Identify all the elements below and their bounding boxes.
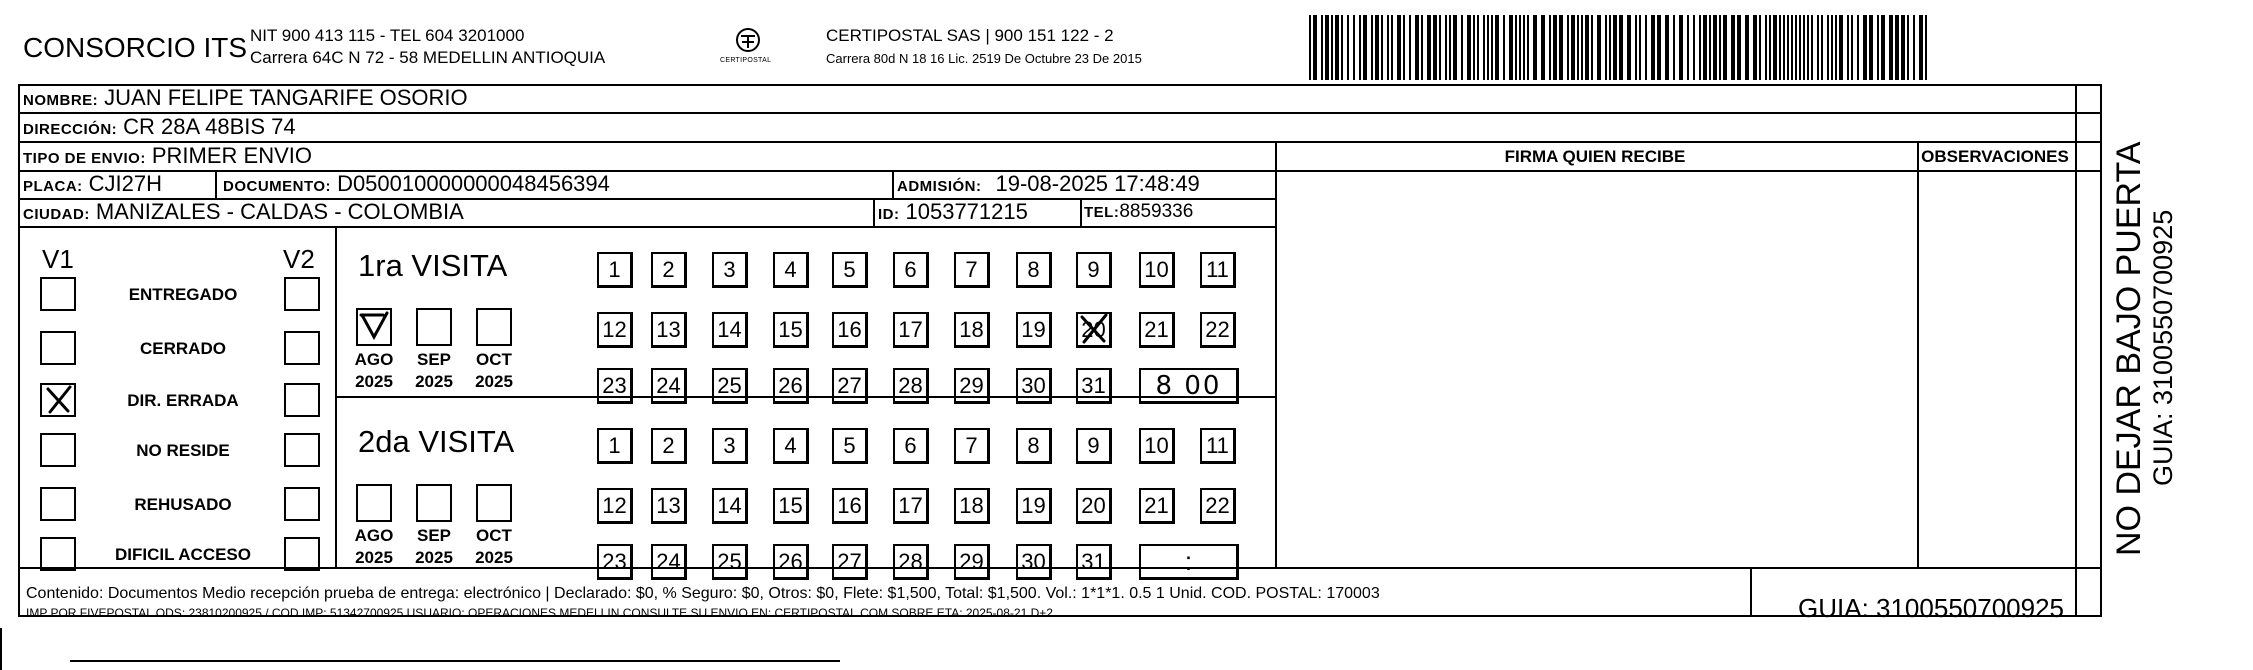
month-label — [349, 349, 399, 393]
barcode-bar — [1581, 15, 1583, 80]
barcode-bar — [1807, 15, 1809, 80]
day-box-27[interactable]: 27 — [832, 368, 868, 404]
barcode-bar — [1745, 15, 1749, 80]
time-field[interactable]: : — [1139, 544, 1239, 580]
barcode-bar — [1321, 15, 1323, 80]
v2-checkbox-entregado[interactable] — [284, 277, 320, 311]
barcode-bar — [1541, 15, 1545, 80]
day-box-9[interactable]: 9 — [1076, 252, 1112, 288]
barcode-bar — [1779, 15, 1781, 80]
barcode-bar — [1403, 15, 1405, 80]
admision-value: 19-08-2025 17:48:49 — [995, 171, 1200, 196]
barcode-bar — [1713, 15, 1717, 80]
row-divider — [20, 112, 2100, 114]
v2-header: V2 — [283, 244, 315, 274]
shipment-barcode — [1309, 15, 1937, 80]
barcode-bar — [1427, 15, 1431, 80]
carrier-name: CERTIPOSTAL SAS | 900 151 122 - 2 — [826, 26, 1114, 45]
day-box-16[interactable]: 16 — [832, 312, 868, 348]
admision-label: ADMISIÓN: — [897, 178, 982, 195]
barcode-bar — [1341, 15, 1343, 80]
status-label-dificil-acceso: DIFICIL ACCESO — [114, 545, 251, 564]
month-label — [469, 525, 519, 569]
field-divider — [873, 200, 875, 228]
month-label — [409, 349, 459, 393]
day-box-26[interactable]: 26 — [773, 368, 809, 404]
day-box-9[interactable]: 9 — [1076, 428, 1112, 464]
day-box-4[interactable]: 4 — [773, 428, 809, 464]
barcode-bar — [1397, 15, 1401, 80]
scan-edge — [70, 660, 840, 662]
barcode-bar — [1723, 15, 1727, 80]
barcode-bar — [1719, 15, 1721, 80]
barcode-bar — [1627, 15, 1631, 80]
field-divider — [892, 172, 894, 200]
barcode-bar — [1787, 15, 1789, 80]
day-box-23[interactable]: 23 — [597, 544, 633, 580]
day-box-15[interactable]: 15 — [773, 488, 809, 524]
barcode-bar — [1913, 15, 1915, 80]
v2-checkbox-dir-errada[interactable] — [284, 383, 320, 417]
v2-checkbox-dificil-acceso[interactable] — [284, 537, 320, 571]
month-year: 2025 — [415, 548, 453, 567]
documento-label: DOCUMENTO: — [223, 178, 332, 195]
side-warning: NO DEJAR BAJO PUERTA — [2110, 141, 2148, 556]
barcode-bar — [1821, 15, 1823, 80]
day-box-11[interactable]: 11 — [1200, 252, 1236, 288]
row-divider — [20, 567, 2100, 569]
barcode-bar — [1895, 15, 1899, 80]
side-guia: GUIA: 3100550700925 — [2148, 209, 2178, 486]
day-box-1[interactable]: 1 — [597, 252, 633, 288]
barcode-bar — [1709, 15, 1711, 80]
company-name: CONSORCIO ITS — [23, 32, 248, 63]
month-checkbox-sep[interactable] — [416, 308, 452, 346]
barcode-bar — [1863, 15, 1867, 80]
barcode-bar — [1523, 15, 1525, 80]
month-checkbox-ago[interactable] — [356, 484, 392, 522]
barcode-bar — [1857, 15, 1859, 80]
barcode-bar — [1831, 15, 1833, 80]
barcode-bar — [1673, 15, 1675, 80]
barcode-bar — [1799, 15, 1801, 80]
day-box-13[interactable]: 13 — [651, 312, 687, 348]
day-box-23[interactable]: 23 — [597, 368, 633, 404]
day-box-18[interactable]: 18 — [954, 312, 990, 348]
day-box-12[interactable]: 12 — [597, 312, 633, 348]
month-label — [349, 525, 399, 569]
day-box-21[interactable]: 21 — [1139, 488, 1175, 524]
barcode-bar — [1605, 15, 1607, 80]
barcode-bar — [1439, 15, 1441, 80]
day-box-16[interactable]: 16 — [832, 488, 868, 524]
barcode-bar — [1577, 15, 1579, 80]
barcode-bar — [1313, 15, 1317, 80]
signature-area[interactable] — [1278, 170, 1914, 482]
barcode-bar — [1515, 15, 1517, 80]
barcode-bar — [1839, 15, 1843, 80]
month-name: AGO — [354, 526, 394, 545]
month-year: 2025 — [475, 548, 513, 567]
day-box-14[interactable]: 14 — [712, 488, 748, 524]
barcode-bar — [1847, 15, 1849, 80]
barcode-bar — [1759, 15, 1761, 80]
direccion-row — [23, 114, 296, 140]
barcode-bar — [1635, 15, 1637, 80]
tipo-envio-label: TIPO DE ENVIO: — [23, 150, 146, 167]
day-box-11[interactable]: 11 — [1200, 428, 1236, 464]
barcode-bar — [1527, 15, 1529, 80]
day-box-12[interactable]: 12 — [597, 488, 633, 524]
barcode-bar — [1703, 15, 1707, 80]
barcode-bar — [1919, 15, 1923, 80]
day-box-7[interactable]: 7 — [954, 428, 990, 464]
placa-label: PLACA: — [23, 178, 83, 195]
day-box-3[interactable]: 3 — [712, 252, 748, 288]
placa-row — [23, 171, 162, 197]
barcode-bar — [1613, 15, 1617, 80]
v2-checkbox-cerrado[interactable] — [284, 331, 320, 365]
day-box-29[interactable]: 29 — [954, 368, 990, 404]
day-box-28[interactable]: 28 — [893, 368, 929, 404]
tel-value: 8859336 — [1119, 201, 1194, 222]
barcode-bar — [1353, 15, 1355, 80]
barcode-bar — [1731, 15, 1735, 80]
barcode-bar — [1467, 15, 1471, 80]
barcode-bar — [1877, 15, 1879, 80]
observations-area[interactable] — [1920, 170, 2072, 482]
barcode-bar — [1835, 15, 1837, 80]
status-label-rehusado: REHUSADO — [134, 495, 232, 514]
carrier-address: Carrera 80d N 18 16 Lic. 2519 De Octubre 23 De 2015 — [826, 51, 1142, 66]
certipostal-logo — [728, 24, 768, 72]
id-value: 1053771215 — [905, 199, 1028, 224]
guia-number: GUIA: 3100550700925 — [1798, 593, 2064, 623]
barcode-bar — [1765, 15, 1767, 80]
checkmark-icon — [359, 311, 391, 350]
v2-checkbox-rehusado[interactable] — [284, 487, 320, 521]
checkmark-icon — [44, 385, 74, 420]
barcode-bar — [1693, 15, 1695, 80]
barcode-bar — [1737, 15, 1741, 80]
barcode-bar — [1591, 15, 1593, 80]
day-box-14[interactable]: 14 — [712, 312, 748, 348]
nombre-value: JUAN FELIPE TANGARIFE OSORIO — [104, 85, 468, 110]
barcode-bar — [1477, 15, 1479, 80]
nombre-row — [23, 85, 468, 111]
day-box-22[interactable]: 22 — [1200, 488, 1236, 524]
barcode-bar — [1445, 15, 1447, 80]
day-box-6[interactable]: 6 — [893, 428, 929, 464]
barcode-bar — [1491, 15, 1493, 80]
ciudad-value: MANIZALES - CALDAS - COLOMBIA — [95, 199, 464, 224]
barcode-bar — [1687, 15, 1689, 80]
logo-caption: CERTIPOSTAL — [720, 57, 772, 64]
barcode-bar — [1907, 15, 1909, 80]
day-box-25[interactable]: 25 — [712, 368, 748, 404]
barcode-bar — [1391, 15, 1393, 80]
barcode-bar — [1645, 15, 1647, 80]
month-year: 2025 — [475, 372, 513, 391]
v1-header: V1 — [42, 244, 74, 274]
barcode-bar — [1325, 15, 1329, 80]
firma-header: FIRMA QUIEN RECIBE — [1504, 147, 1686, 166]
barcode-bar — [1549, 15, 1551, 80]
barcode-bar — [1817, 15, 1819, 80]
company-address: Carrera 64C N 72 - 58 MEDELLIN ANTIOQUIA — [250, 48, 606, 67]
day-box-28[interactable]: 28 — [893, 544, 929, 580]
barcode-bar — [1381, 15, 1383, 80]
month-name: SEP — [416, 350, 452, 369]
tel-label: TEL: — [1084, 204, 1120, 221]
barcode-bar — [1309, 15, 1311, 80]
day-box-6[interactable]: 6 — [893, 252, 929, 288]
day-box-27[interactable]: 27 — [832, 544, 868, 580]
barcode-bar — [1519, 15, 1521, 80]
id-row — [878, 199, 1028, 225]
barcode-bar — [1359, 15, 1361, 80]
day-box-22[interactable]: 22 — [1200, 312, 1236, 348]
barcode-bar — [1901, 15, 1905, 80]
v1-checkbox-cerrado[interactable] — [40, 331, 76, 365]
barcode-bar — [1371, 15, 1373, 80]
barcode-bar — [1331, 15, 1333, 80]
documento-row — [223, 171, 610, 197]
barcode-bar — [1533, 15, 1537, 80]
month-label — [469, 349, 519, 393]
day-box-10[interactable]: 10 — [1139, 428, 1175, 464]
day-box-30[interactable]: 30 — [1016, 368, 1052, 404]
barcode-bar — [1851, 15, 1853, 80]
barcode-bar — [1433, 15, 1437, 80]
day-box-17[interactable]: 17 — [893, 312, 929, 348]
footer-divider — [1750, 567, 1752, 617]
status-label-no-reside: NO RESIDE — [136, 441, 230, 460]
company-nit: NIT 900 413 115 - TEL 604 3201000 — [250, 26, 525, 45]
barcode-bar — [1495, 15, 1499, 80]
day-box-31[interactable]: 31 — [1076, 368, 1112, 404]
barcode-bar — [1347, 15, 1349, 80]
row-divider — [20, 226, 1275, 228]
observaciones-header: OBSERVACIONES — [1921, 147, 2069, 166]
barcode-bar — [1811, 15, 1813, 80]
v1-checkbox-dir-errada[interactable] — [40, 383, 76, 417]
month-checkbox-oct[interactable] — [476, 308, 512, 346]
day-box-5[interactable]: 5 — [832, 428, 868, 464]
month-name: AGO — [354, 350, 394, 369]
barcode-bar — [1571, 15, 1575, 80]
day-box-21[interactable]: 21 — [1139, 312, 1175, 348]
barcode-bar — [1639, 15, 1641, 80]
placa-value: CJI27H — [88, 171, 163, 196]
day-box-10[interactable]: 10 — [1139, 252, 1175, 288]
month-checkbox-ago[interactable] — [356, 308, 392, 346]
barcode-bar — [1827, 15, 1829, 80]
v1-checkbox-no-reside[interactable] — [40, 433, 76, 467]
day-box-29[interactable]: 29 — [954, 544, 990, 580]
barcode-bar — [1665, 15, 1669, 80]
print-info: IMP POR FIVEPOSTAL ODS: 23810200925 / COD.IMP: 51342700925 USUARIO: OPERACIONES MEDELLIN CONSULTE SU ENVIO EN: CERTIPOSTAL.COM SOBRE ETA: 2025-08-21 D+2 — [26, 606, 1053, 620]
barcode-bar — [1453, 15, 1457, 80]
barcode-bar — [1375, 15, 1379, 80]
barcode-bar — [1619, 15, 1623, 80]
barcode-bar — [1449, 15, 1451, 80]
barcode-bar — [1791, 15, 1793, 80]
day-box-20[interactable]: 20 — [1076, 488, 1112, 524]
barcode-bar — [1657, 15, 1661, 80]
v2-checkbox-no-reside[interactable] — [284, 433, 320, 467]
barcode-bar — [1421, 15, 1423, 80]
barcode-bar — [1699, 15, 1701, 80]
day-box-8[interactable]: 8 — [1016, 428, 1052, 464]
field-divider — [1080, 200, 1082, 228]
day-box-2[interactable]: 2 — [651, 428, 687, 464]
day-box-7[interactable]: 7 — [954, 252, 990, 288]
barcode-bar — [1869, 15, 1873, 80]
day-box-24[interactable]: 24 — [651, 368, 687, 404]
visit-title: 1ra VISITA — [358, 248, 508, 283]
content-summary: Contenido: Documentos Medio recepción prueba de entrega: electrónico | Declarado: $0, % Seguro: $0, Otros: $0, Flete: $1,500, Total: $1,500. Vol.: 1*1*1. 0.5 1 Unid. COD. POSTAL: 170003 — [26, 585, 1380, 602]
status-label-cerrado: CERRADO — [140, 339, 226, 358]
month-year: 2025 — [355, 372, 393, 391]
barcode-bar — [1473, 15, 1475, 80]
status-label-dir-errada: DIR. ERRADA — [127, 391, 239, 410]
month-name: SEP — [416, 526, 452, 545]
visit-title: 2da VISITA — [358, 424, 515, 459]
v1-checkbox-entregado[interactable] — [40, 277, 76, 311]
barcode-bar — [1553, 15, 1557, 80]
day-box-31[interactable]: 31 — [1076, 544, 1112, 580]
direccion-value: CR 28A 48BIS 74 — [123, 114, 296, 139]
nombre-label: NOMBRE: — [23, 92, 99, 109]
day-box-15[interactable]: 15 — [773, 312, 809, 348]
month-label — [409, 525, 459, 569]
scan-edge — [0, 628, 8, 670]
column-divider — [1275, 142, 1277, 568]
barcode-bar — [1769, 15, 1771, 80]
status-divider — [335, 228, 337, 568]
column-divider — [2075, 84, 2077, 617]
barcode-bar — [1409, 15, 1411, 80]
day-box-3[interactable]: 3 — [712, 428, 748, 464]
barcode-bar — [1387, 15, 1389, 80]
barcode-bar — [1415, 15, 1419, 80]
ciudad-label: CIUDAD: — [23, 206, 90, 223]
barcode-bar — [1803, 15, 1805, 80]
barcode-bar — [1509, 15, 1513, 80]
documento-value: D050010000000048456394 — [337, 171, 610, 196]
barcode-bar — [1597, 15, 1601, 80]
ciudad-row — [23, 199, 464, 225]
day-box-4[interactable]: 4 — [773, 252, 809, 288]
day-box-17[interactable]: 17 — [893, 488, 929, 524]
month-name: OCT — [476, 526, 512, 545]
barcode-bar — [1559, 15, 1563, 80]
day-box-24[interactable]: 24 — [651, 544, 687, 580]
day-box-18[interactable]: 18 — [954, 488, 990, 524]
barcode-bar — [1363, 15, 1367, 80]
barcode-bar — [1773, 15, 1777, 80]
month-name: OCT — [476, 350, 512, 369]
barcode-bar — [1679, 15, 1683, 80]
day-box-19[interactable]: 19 — [1016, 312, 1052, 348]
day-box-19[interactable]: 19 — [1016, 488, 1052, 524]
day-box-30[interactable]: 30 — [1016, 544, 1052, 580]
barcode-bar — [1889, 15, 1893, 80]
barcode-bar — [1925, 15, 1927, 80]
barcode-bar — [1487, 15, 1489, 80]
id-label: ID: — [878, 206, 900, 223]
day-box-8[interactable]: 8 — [1016, 252, 1052, 288]
day-box-1[interactable]: 1 — [597, 428, 633, 464]
barcode-bar — [1651, 15, 1655, 80]
barcode-bar — [1783, 15, 1785, 80]
v1-checkbox-dificil-acceso[interactable] — [40, 537, 76, 571]
barcode-bar — [1503, 15, 1505, 80]
day-box-2[interactable]: 2 — [651, 252, 687, 288]
barcode-bar — [1461, 15, 1463, 80]
row-divider — [20, 141, 2100, 143]
day-box-25[interactable]: 25 — [712, 544, 748, 580]
month-year: 2025 — [415, 372, 453, 391]
barcode-bar — [1753, 15, 1757, 80]
tipo-envio-value: PRIMER ENVIO — [151, 143, 312, 168]
tel-row — [1084, 201, 1193, 223]
barcode-bar — [1585, 15, 1589, 80]
v1-checkbox-rehusado[interactable] — [40, 487, 76, 521]
month-year: 2025 — [355, 548, 393, 567]
tipo-envio-row — [23, 143, 312, 169]
status-label-entregado: ENTREGADO — [128, 285, 238, 304]
barcode-bar — [1567, 15, 1569, 80]
month-checkbox-sep[interactable] — [416, 484, 452, 522]
barcode-bar — [1335, 15, 1339, 80]
time-field[interactable]: 8 00 — [1139, 368, 1239, 404]
admision-row — [897, 171, 1200, 197]
barcode-bar — [1881, 15, 1885, 80]
barcode-bar — [1795, 15, 1797, 80]
day-box-26[interactable]: 26 — [773, 544, 809, 580]
day-box-5[interactable]: 5 — [832, 252, 868, 288]
direccion-label: DIRECCIÓN: — [23, 121, 118, 138]
field-divider — [215, 172, 217, 200]
barcode-bar — [1609, 15, 1611, 80]
column-divider — [1917, 142, 1919, 568]
day-box-20[interactable]: 20 — [1076, 312, 1112, 348]
month-checkbox-oct[interactable] — [476, 484, 512, 522]
barcode-bar — [1483, 15, 1485, 80]
day-box-13[interactable]: 13 — [651, 488, 687, 524]
